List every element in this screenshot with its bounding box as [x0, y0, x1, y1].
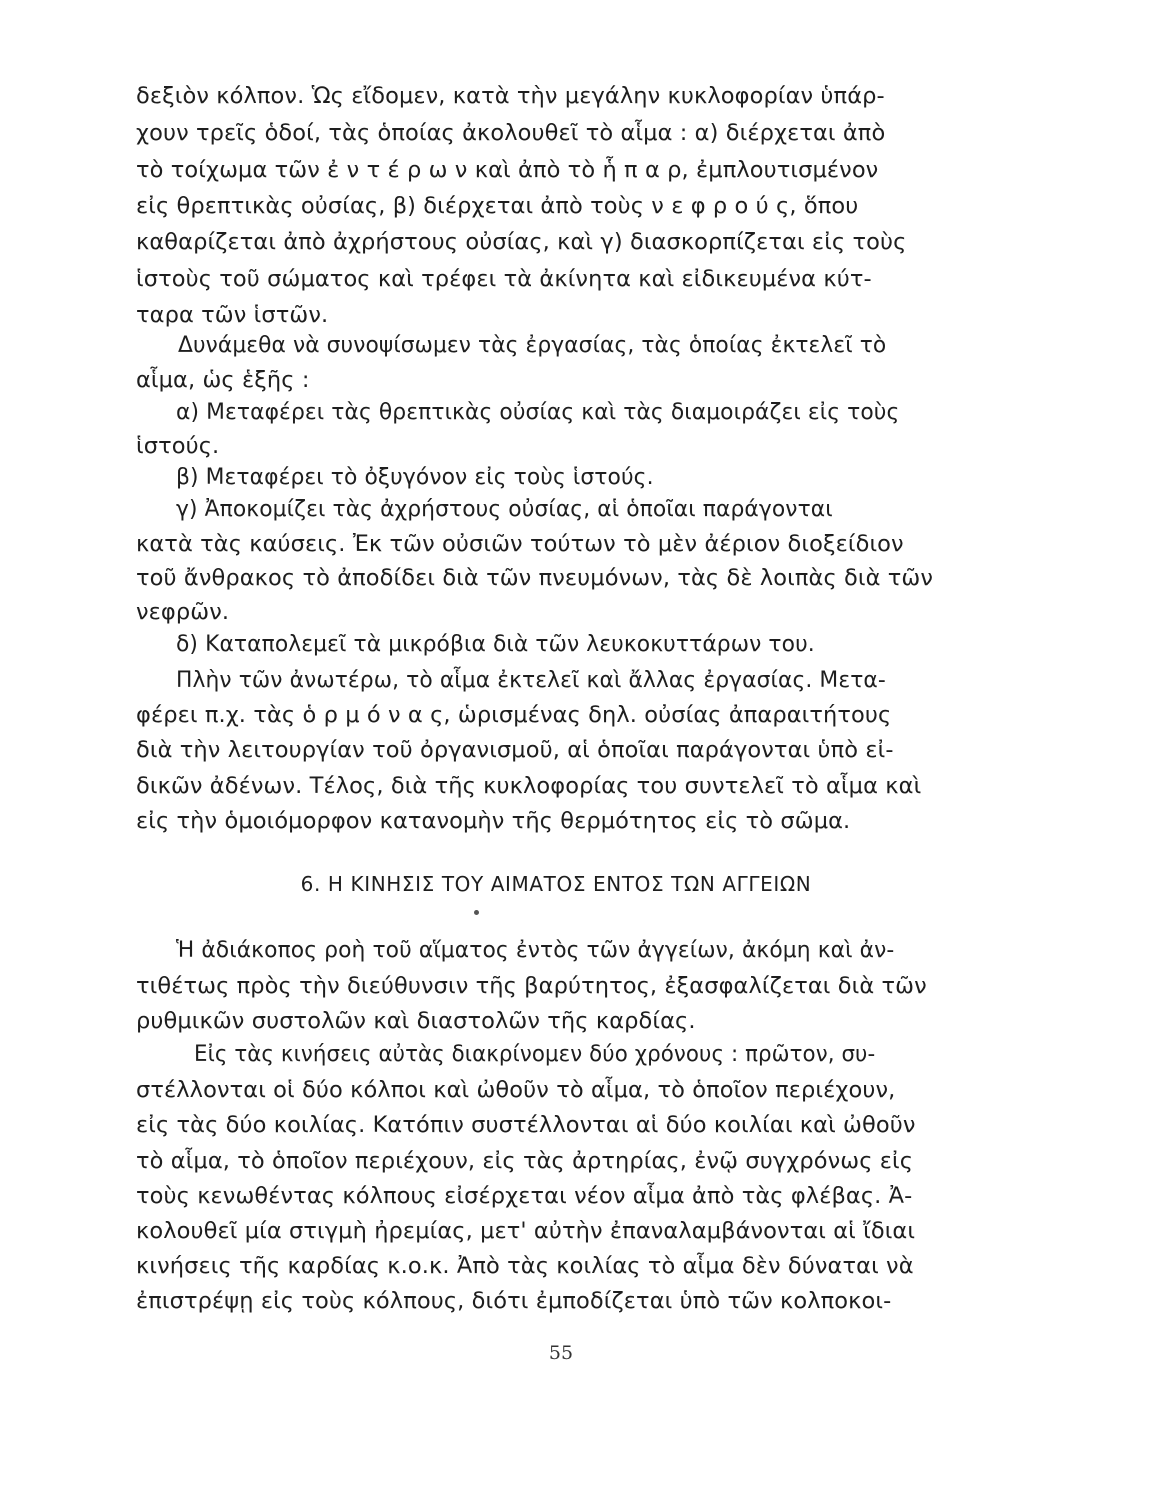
- text-line: χουν τρεῖς ὁδοί, τὰς ὁποίας ἀκολουθεῖ τὸ αἷμα : α) διέρχεται ἀπὸ: [136, 120, 886, 146]
- text-line: δικῶν ἀδένων. Τέλος, διὰ τῆς κυκλοφορίας του συντελεῖ τὸ αἷμα καὶ: [136, 773, 922, 799]
- text-line: εἰς τὰς δύο κοιλίας. Κατόπιν συστέλλονται αἱ δύο κοιλίαι καὶ ὠθοῦν: [136, 1112, 916, 1138]
- text-line: εἰς τὴν ὁμοιόμορφον κατανομὴν τῆς θερμότητος εἰς τὸ σῶμα.: [136, 808, 851, 834]
- text-line: Ἡ ἀδιάκοπος ροὴ τοῦ αἵματος ἐντὸς τῶν ἀγγείων, ἀκόμη καὶ ἀν-: [176, 937, 895, 963]
- text-line: ταρα τῶν ἱστῶν.: [136, 302, 329, 328]
- text-line: αἷμα, ὡς ἑξῆς :: [136, 367, 310, 393]
- text-line: ἱστοὺς τοῦ σώματος καὶ τρέφει τὰ ἀκίνητα καὶ εἰδικευμένα κύτ-: [136, 266, 872, 292]
- text-line: γ) Ἀποκομίζει τὰς ἀχρήστους οὐσίας, αἱ ὁποῖαι παράγονται: [176, 496, 833, 522]
- text-line: β) Μεταφέρει τὸ ὀξυγόνον εἰς τοὺς ἱστούς.: [176, 464, 654, 490]
- text-line: κατὰ τὰς καύσεις. Ἐκ τῶν οὐσιῶν τούτων τὸ μὲν ἀέριον διοξείδιον: [136, 531, 904, 557]
- text-line: τὸ αἷμα, τὸ ὁποῖον περιέχουν, εἰς τὰς ἀρτηρίας, ἐνῷ συγχρόνως εἰς: [136, 1148, 914, 1174]
- page-number: 55: [548, 1342, 574, 1364]
- text-line: τοὺς κενωθέντας κόλπους εἰσέρχεται νέον αἷμα ἀπὸ τὰς φλέβας. Ἀ-: [136, 1183, 913, 1209]
- text-line: νεφρῶν.: [136, 599, 230, 625]
- text-line: κολουθεῖ μία στιγμὴ ἠρεμίας, μετ' αὐτὴν ἐπαναλαμβάνονται αἱ ἴδιαι: [136, 1218, 916, 1244]
- text-line: καθαρίζεται ἀπὸ ἀχρήστους οὐσίας, καὶ γ) διασκορπίζεται εἰς τοὺς: [136, 229, 907, 255]
- text-line: α) Μεταφέρει τὰς θρεπτικὰς οὐσίας καὶ τὰς διαμοιράζει εἰς τοὺς: [176, 399, 900, 425]
- text-line: Δυνάμεθα νὰ συνοψίσωμεν τὰς ἐργασίας, τὰς ὁποίας ἐκτελεῖ τὸ: [178, 332, 887, 358]
- text-line: διὰ τὴν λειτουργίαν τοῦ ὀργανισμοῦ, αἱ ὁποῖαι παράγονται ὑπὸ εἰ-: [136, 737, 894, 763]
- text-line: ἐπιστρέψῃ εἰς τοὺς κόλπους, διότι ἐμποδίζεται ὑπὸ τῶν κολποκοι-: [136, 1288, 892, 1314]
- text-line: εἰς θρεπτικὰς οὐσίας, β) διέρχεται ἀπὸ τοὺς ν ε φ ρ ο ύ ς, ὅπου: [136, 193, 859, 219]
- text-line: Πλὴν τῶν ἀνωτέρω, τὸ αἷμα ἐκτελεῖ καὶ ἄλλας ἐργασίας. Μετα-: [176, 667, 886, 693]
- section-heading: 6. Η ΚΙΝΗΣΙΣ ΤΟΥ ΑΙΜΑΤΟΣ ΕΝΤΟΣ ΤΩΝ ΑΓΓΕΙΩΝ: [300, 872, 812, 896]
- text-line: τιθέτως πρὸς τὴν διεύθυνσιν τῆς βαρύτητος, ἐξασφαλίζεται διὰ τῶν: [136, 973, 927, 999]
- text-line: ρυθμικῶν συστολῶν καὶ διαστολῶν τῆς καρδίας.: [136, 1008, 696, 1034]
- text-line: Εἰς τὰς κινήσεις αὐτὰς διακρίνομεν δύο χρόνους : πρῶτον, συ-: [194, 1041, 876, 1067]
- ornament-dot: [474, 910, 479, 915]
- text-line: δεξιὸν κόλπον. Ὡς εἴδομεν, κατὰ τὴν μεγάλην κυκλοφορίαν ὑπάρ-: [136, 83, 885, 109]
- text-line: δ) Καταπολεμεῖ τὰ μικρόβια διὰ τῶν λευκοκυττάρων του.: [176, 631, 815, 657]
- text-line: ἱστούς.: [136, 433, 220, 459]
- text-line: φέρει π.χ. τὰς ὁ ρ μ ό ν α ς, ὡρισμένας δηλ. οὐσίας ἀπαραιτήτους: [136, 702, 892, 728]
- text-line: κινήσεις τῆς καρδίας κ.ο.κ. Ἀπὸ τὰς κοιλίας τὸ αἷμα δὲν δύναται νὰ: [136, 1253, 914, 1279]
- text-line: τὸ τοίχωμα τῶν ἐ ν τ έ ρ ω ν καὶ ἀπὸ τὸ ἧ π α ρ, ἐμπλουτισμένον: [136, 157, 879, 183]
- text-line: τοῦ ἄνθρακος τὸ ἀποδίδει διὰ τῶν πνευμόνων, τὰς δὲ λοιπὰς διὰ τῶν: [136, 565, 934, 591]
- text-line: στέλλονται οἱ δύο κόλποι καὶ ὠθοῦν τὸ αἷμα, τὸ ὁποῖον περιέχουν,: [136, 1077, 896, 1103]
